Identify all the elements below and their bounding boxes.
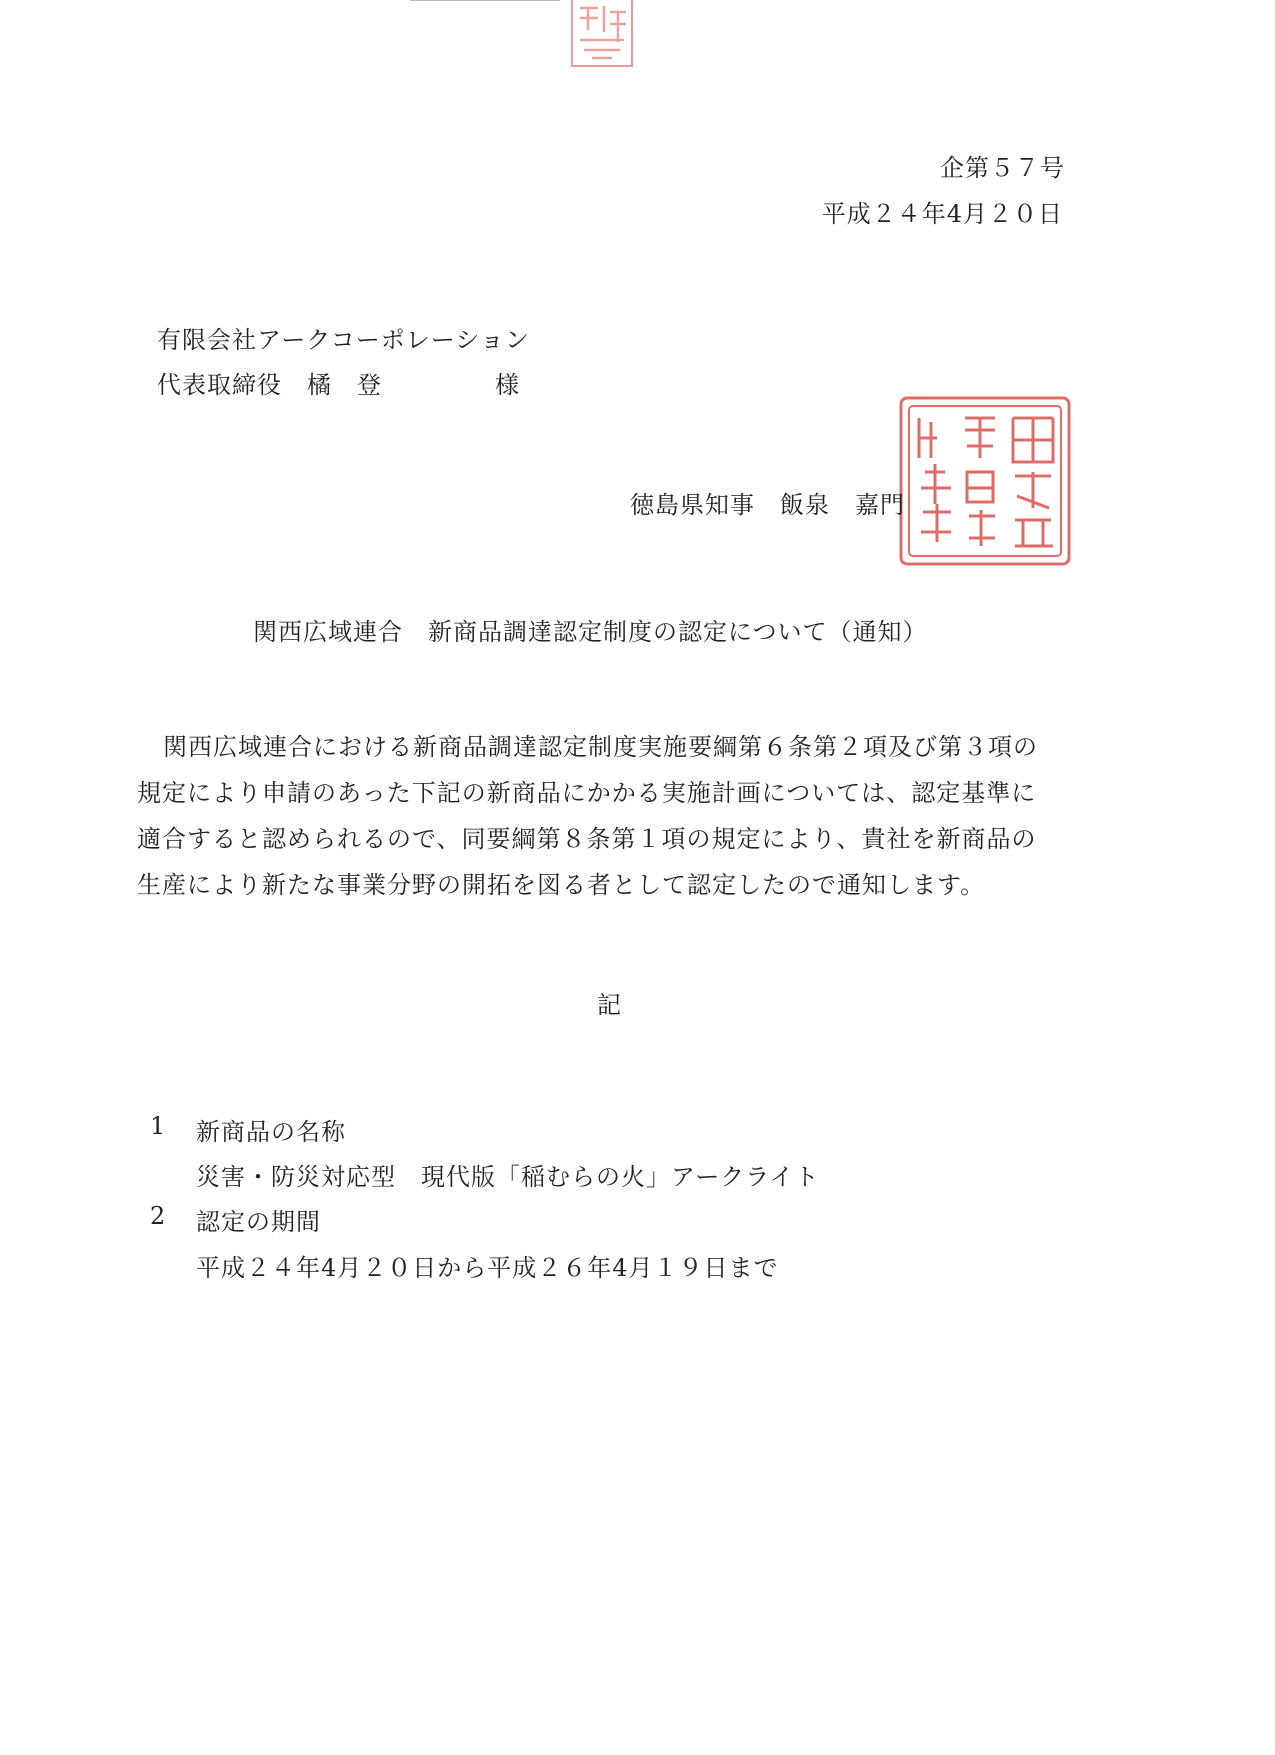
item-2-content: 平成２４年4月２０日から平成２６年4月１９日まで bbox=[196, 1254, 779, 1282]
official-seal bbox=[895, 392, 1075, 570]
item-2-number: 2 bbox=[150, 1202, 167, 1230]
sender-name: 徳島県知事 飯泉 嘉門 bbox=[630, 491, 905, 519]
item-2-heading: 認定の期間 bbox=[196, 1208, 321, 1236]
document-date: 平成２４年4月２０日 bbox=[821, 200, 1063, 228]
body-line-1: 関西広域連合における新商品調達認定制度実施要綱第６条第２項及び第３項の bbox=[163, 733, 1038, 761]
body-line-2: 規定により申請のあった下記の新商品にかかる実施計画については、認定基準に bbox=[137, 779, 1037, 807]
ki-heading: 記 bbox=[597, 991, 622, 1019]
page-edge-line bbox=[410, 0, 560, 1]
item-1-heading: 新商品の名称 bbox=[196, 1118, 346, 1146]
subject-line: 関西広域連合 新商品調達認定制度の認定について（通知） bbox=[253, 618, 928, 646]
item-1-number: 1 bbox=[150, 1112, 167, 1140]
recipient-honorific: 様 bbox=[495, 371, 520, 399]
body-line-4: 生産により新たな事業分野の開拓を図る者として認定したので通知します。 bbox=[137, 871, 986, 899]
recipient-company: 有限会社アークコーポレーション bbox=[157, 326, 530, 354]
document-number: 企第５７号 bbox=[940, 154, 1065, 182]
item-1-content: 災害・防災対応型 現代版「稲むらの火」アークライト bbox=[196, 1163, 820, 1191]
recipient-title-name: 代表取締役 橘 登 bbox=[157, 371, 382, 399]
body-line-3: 適合すると認められるので、同要綱第８条第１項の規定により、貴社を新商品の bbox=[137, 825, 1037, 853]
top-stamp-mark bbox=[568, 0, 636, 72]
